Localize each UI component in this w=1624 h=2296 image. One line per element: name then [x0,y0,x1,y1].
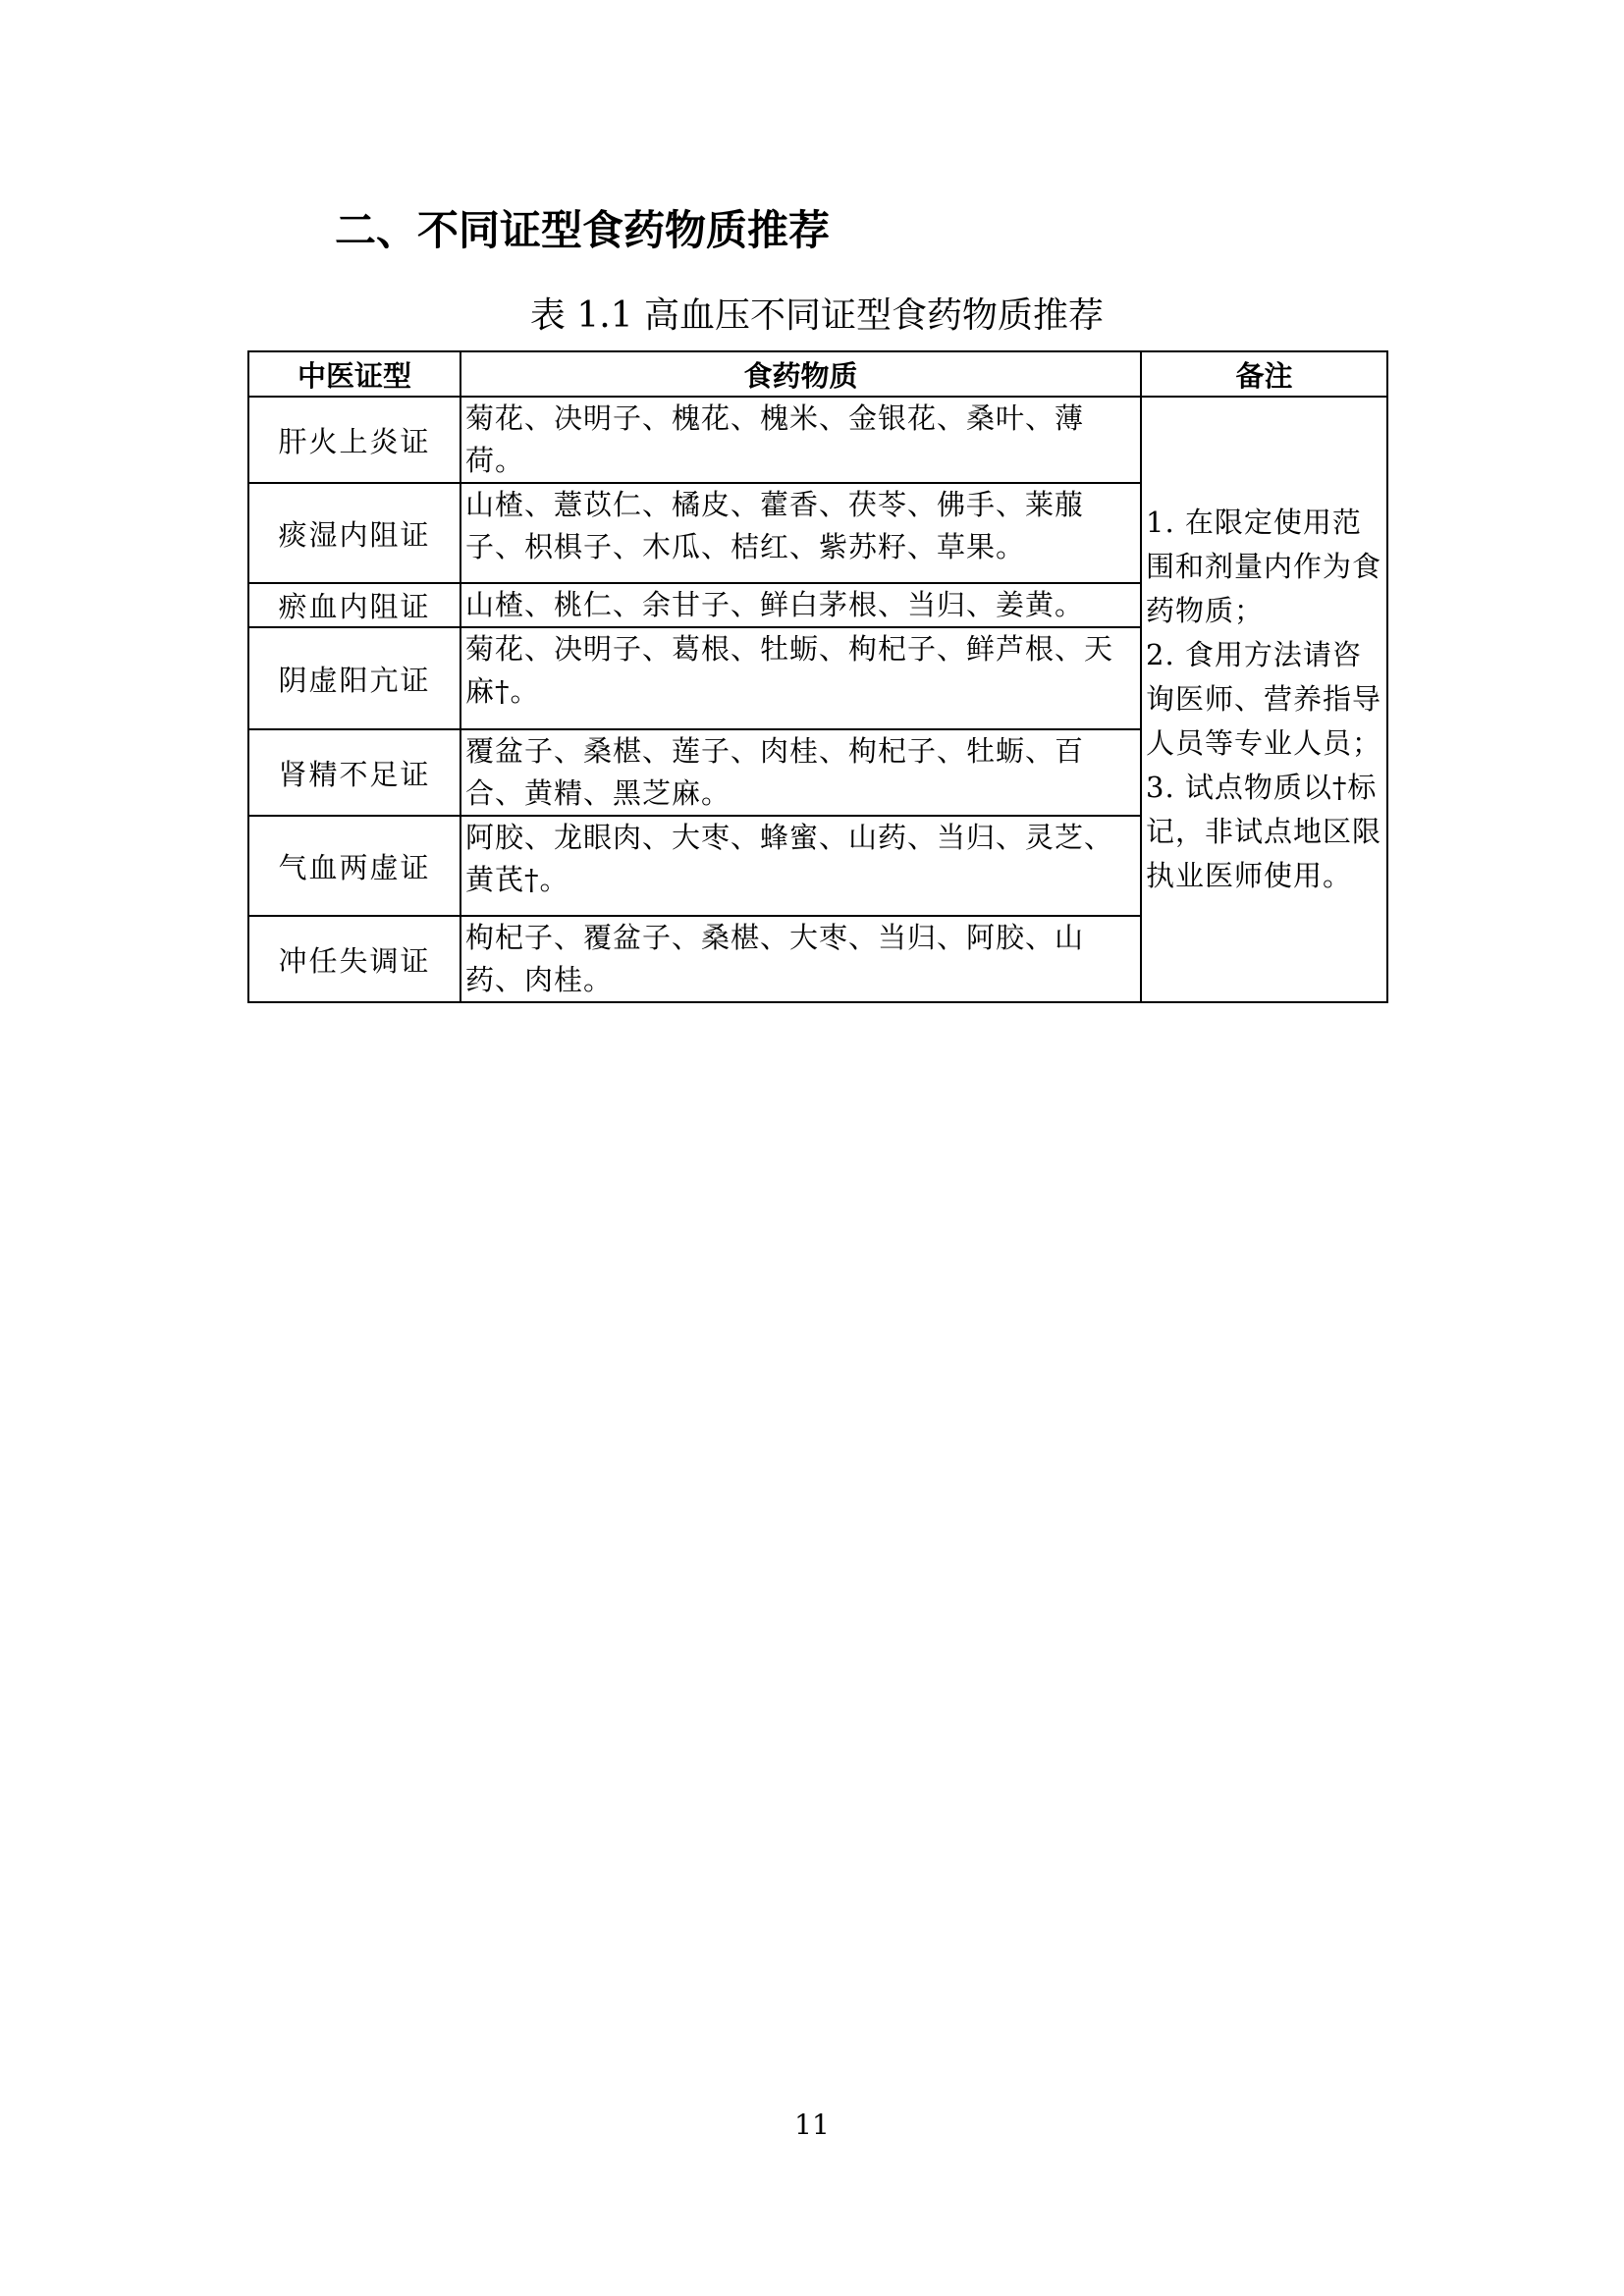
substances-cell: 枸杞子、覆盆子、桑椹、大枣、当归、阿胶、山药、肉桂。 [460,916,1141,1002]
syndrome-type-cell: 冲任失调证 [248,916,460,1002]
substances-cell: 山楂、桃仁、余甘子、鲜白茅根、当归、姜黄。 [460,583,1141,627]
syndrome-type-cell: 肾精不足证 [248,729,460,816]
syndrome-type-cell: 阴虚阳亢证 [248,627,460,729]
substances-cell: 阿胶、龙眼肉、大枣、蜂蜜、山药、当归、灵芝、黄芪†。 [460,816,1141,916]
syndrome-type-cell: 瘀血内阻证 [248,583,460,627]
table-caption: 表 1.1 高血压不同证型食药物质推荐 [529,295,1105,336]
substances-cell: 菊花、决明子、槐花、槐米、金银花、桑叶、薄荷。 [460,397,1141,483]
table-row [248,397,1387,483]
syndrome-type-cell: 肝火上炎证 [248,397,460,483]
header-food-medicine-substances: 食药物质 [460,351,1141,397]
note-item: 2. 食用方法请咨询医师、营养指导人员等专业人员； [1146,638,1382,760]
page-number: 11 [794,2109,830,2141]
note-item: 1. 在限定使用范围和剂量内作为食药物质； [1146,506,1382,627]
substances-cell: 覆盆子、桑椹、莲子、肉桂、枸杞子、牡蛎、百合、黄精、黑芝麻。 [460,729,1141,816]
substances-cell: 菊花、决明子、葛根、牡蛎、枸杞子、鲜芦根、天麻†。 [460,627,1141,729]
substances-cell: 山楂、薏苡仁、橘皮、藿香、茯苓、佛手、莱菔子、枳椇子、木瓜、桔红、紫苏籽、草果。 [460,483,1141,583]
header-syndrome-type: 中医证型 [248,351,460,397]
syndrome-type-cell: 痰湿内阻证 [248,483,460,583]
header-notes: 备注 [1141,351,1387,397]
table-header-row [248,351,1387,397]
herb-recommendation-table [247,350,1388,1003]
section-heading: 二、不同证型食药物质推荐 [335,206,831,254]
notes-cell [1141,397,1387,1002]
syndrome-type-cell: 气血两虚证 [248,816,460,916]
note-item: 3. 试点物质以†标记，非试点地区限执业医师使用。 [1146,771,1382,892]
